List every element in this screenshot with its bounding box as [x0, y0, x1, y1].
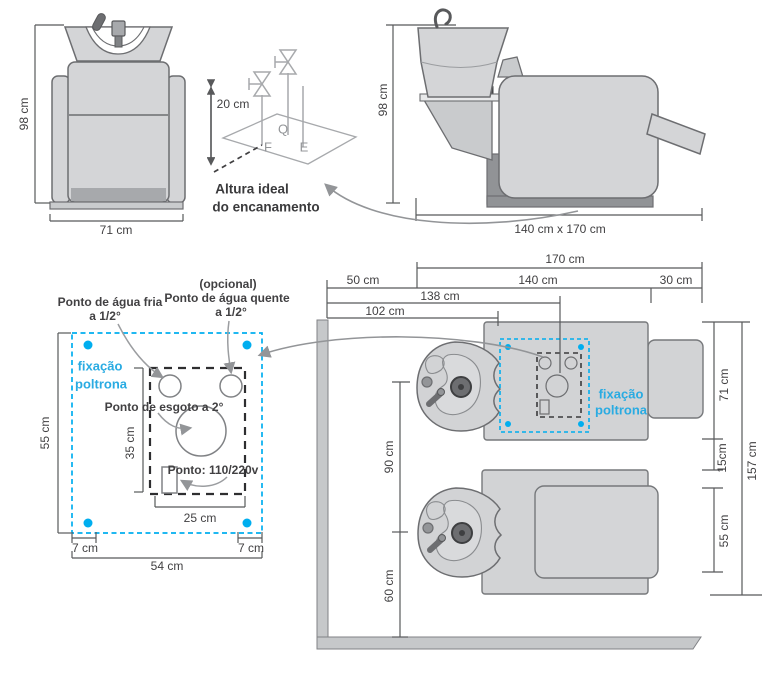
front-width-label: 71 cm: [99, 223, 133, 237]
side-view-chair: [418, 10, 705, 207]
hot-water-label-line2: a 1/2°: [215, 305, 247, 319]
hot-water-optional-label: (opcional): [199, 277, 257, 291]
hot-water-point: [220, 375, 242, 397]
front-height-label: 98 cm: [17, 97, 31, 131]
point-cold-letter: F: [264, 139, 272, 155]
detail-fixing-label-line2: poltrona: [75, 376, 127, 392]
detail-inset-left-label: 7 cm: [71, 541, 99, 555]
plan-total-width-label: 170 cm: [545, 252, 585, 266]
detail-width-label: 54 cm: [150, 559, 184, 573]
detail-fixing-label-line1: fixação: [77, 358, 123, 374]
chair2-seat: [535, 486, 658, 578]
plan-right-clearance-label: 30 cm: [659, 273, 693, 287]
chair1-footrest: [648, 340, 703, 418]
cold-water-label-line2: a 1/2°: [89, 309, 121, 323]
plan-bottom-clearance-label: 60 cm: [382, 569, 396, 603]
plan-total-height-label: 157 cm: [745, 441, 759, 481]
plan-drain-distance-label: 138 cm: [420, 289, 460, 303]
detail-inset-right-label: 7 cm: [237, 541, 265, 555]
valve-cold-icon: [249, 72, 270, 145]
point-drain-letter: E: [299, 139, 309, 155]
side-height-label: 98 cm: [376, 83, 390, 117]
left-wall: [317, 320, 328, 648]
point-hot-letter: Q: [277, 121, 289, 137]
cold-water-label-line1: Ponto de água fria: [57, 295, 163, 309]
detail-inner-height-label: 35 cm: [123, 426, 137, 460]
plumbing-height-diagram: [211, 50, 356, 172]
detail-inner-width-label: 25 cm: [183, 511, 217, 525]
plumbing-caption-line1: Altura ideal: [215, 181, 289, 197]
plan-fixing-distance-label: 102 cm: [365, 304, 405, 318]
plumbing-caption-line2: do encanamento: [212, 199, 320, 215]
front-view-chair: [50, 12, 185, 209]
plan-chair-length-label: 140 cm: [518, 273, 558, 287]
side-footprint-label: 140 cm x 170 cm: [514, 222, 606, 236]
hot-water-label-line1: Ponto de água quente: [164, 291, 290, 305]
plan-wall-offset-label: 50 cm: [346, 273, 380, 287]
plan-between-chairs-label: 90 cm: [382, 440, 396, 474]
plan-fixing-label-line2: poltrona: [595, 402, 647, 418]
plan-fixing-label-line1: fixação: [598, 386, 644, 402]
plan-gap-label: 15cm: [715, 443, 729, 473]
cold-water-point: [159, 375, 181, 397]
plan-chair-width-label: 71 cm: [717, 368, 731, 402]
basin-top-view: [417, 342, 500, 431]
bottom-wall: [317, 637, 701, 649]
detail-height-label: 55 cm: [38, 416, 52, 450]
plumbing-height-label: 20 cm: [216, 97, 250, 111]
power-point-label: Ponto: 110/220v: [167, 463, 259, 477]
plan-seat-width-label: 55 cm: [717, 514, 731, 548]
drain-point-label: Ponto de esgoto a 2°: [104, 400, 224, 414]
fixing-detail: [58, 321, 265, 558]
